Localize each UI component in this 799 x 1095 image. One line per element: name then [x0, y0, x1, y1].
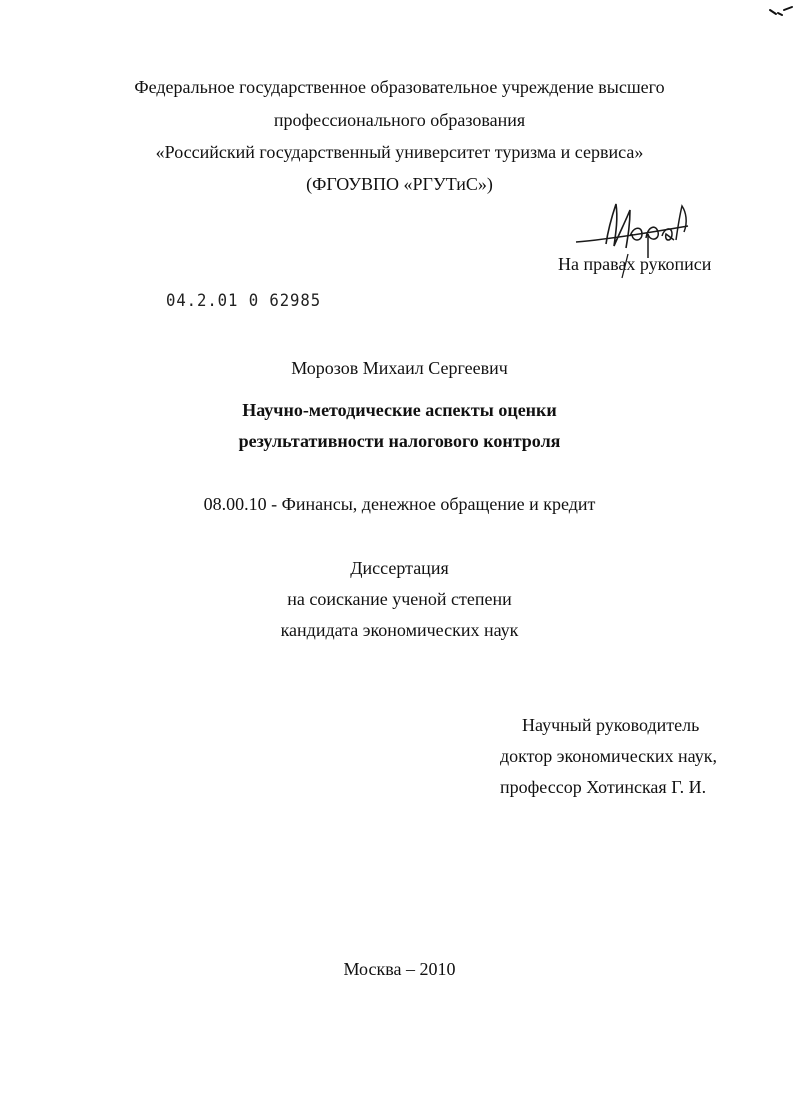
supervisor-degree: доктор экономических наук, [500, 746, 717, 766]
manuscript-note: На правах рукописи [558, 254, 712, 274]
institution-line-2: профессионального образования [273, 110, 526, 130]
dissertation-title-line-1: Научно-методические аспекты оценки [242, 400, 557, 420]
dissertation-title-line-2: результативности налогового контроля [238, 431, 561, 451]
city-year: Москва – 2010 [343, 959, 456, 979]
degree-line-3: кандидата экономических наук [280, 620, 519, 640]
institution-abbreviation: (ФГОУВПО «РГУТиС») [306, 174, 493, 194]
registration-stamp-number: 04.2.01 0 62985 [166, 291, 322, 311]
specialty-code: 08.00.10 - Финансы, денежное обращение и кредит [203, 494, 596, 514]
institution-line-3: «Российский государственный университет туризма и сервиса» [155, 142, 644, 162]
degree-line-1: Диссертация [350, 558, 449, 578]
institution-line-1: Федеральное государственное образовательное учреждение высшего [134, 77, 665, 97]
supervisor-heading: Научный руководитель [522, 715, 700, 735]
author-name: Морозов Михаил Сергеевич [291, 358, 508, 378]
scan-corner-mark [768, 4, 794, 18]
supervisor-name: профессор Хотинская Г. И. [500, 777, 707, 797]
degree-line-2: на соискание ученой степени [287, 589, 512, 609]
